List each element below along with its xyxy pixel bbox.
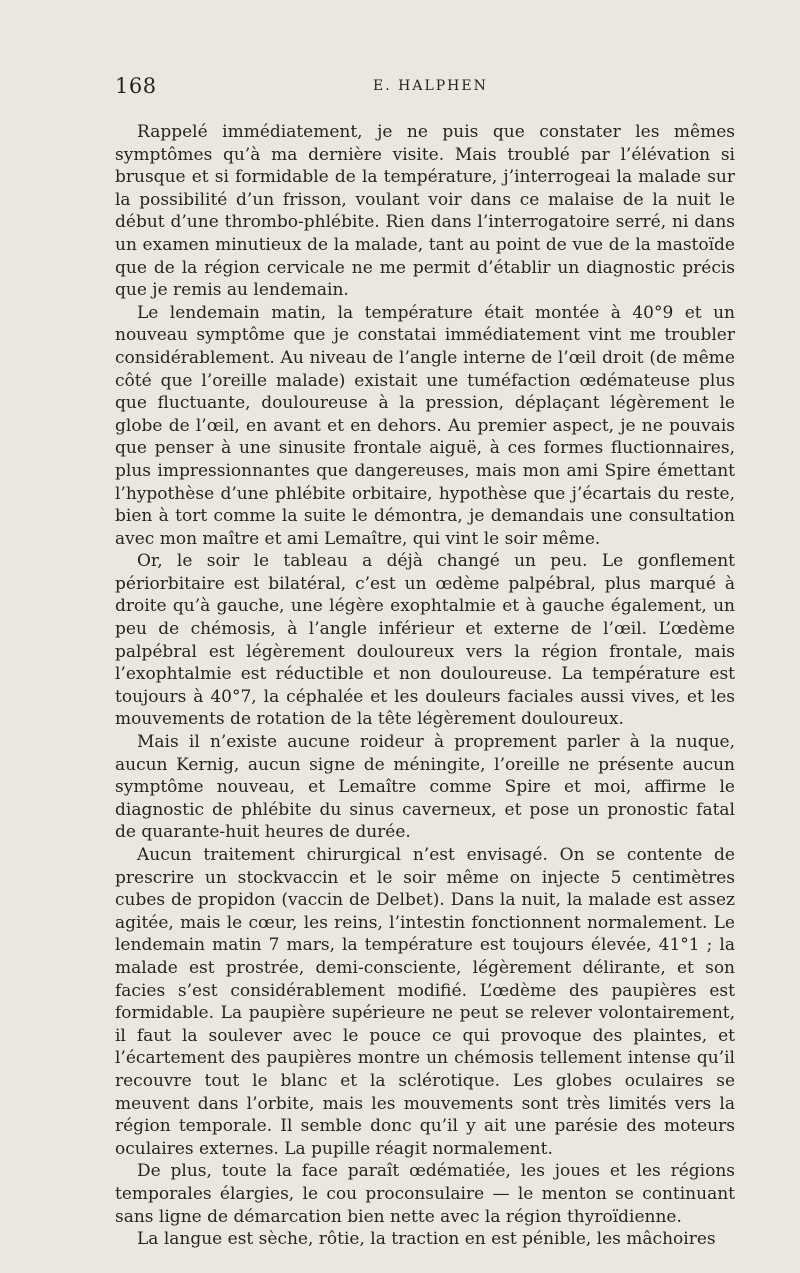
paragraph: Or, le soir le tableau a déjà changé un peu. Le gonflement périorbitaire est bilatéral, c’est un œdème palpébral, plus marqué à droite qu’à gauche, une légère exophtalmie et à gauche également, un peu de chémosis, à l’angle inférieur et externe de l’œil. L’œdème palpébral est légèrement douloureux vers la région frontale, mais l’exophtalmie est réductible et non douloureuse. La température est toujours à 40°7, la céphalée et les douleurs faciales aussi vives, et les mouvements de rotation de la tête légèrement douloureux. [115, 551, 735, 730]
page-number: 168 [115, 74, 157, 98]
paragraph: Mais il n’existe aucune roideur à proprement parler à la nuque, aucun Kernig, aucun signe de méningite, l’oreille ne présente aucun symptôme nouveau, et Lemaître comme Spire et moi, affirme le diagnostic de phlébite du sinus caverneux, et pose un pronostic fatal de quarante-huit heures de durée. [115, 732, 735, 843]
paragraph: Aucun traitement chirurgical n’est envisagé. On se contente de prescrire un stockvaccin et le soir même on injecte 5 centimètres cubes de propidon (vaccin de Delbet). Dans la nuit, la malade est assez agitée, mais le cœur, les reins, l’intestin fonctionnent normalement. Le lendemain matin 7 mars, la température est toujours élevée, 41°1 ; la malade est prostrée, demi-consciente, légèrement délirante, et son facies s’est considérablement modifié. L’œdème des paupières est formidable. La paupière supérieure ne peut se relever volontairement, il faut la soulever avec le pouce ce qui provoque des plaintes, et l’écartement des paupières montre un chémosis tellement intense qu’il recouvre tout le blanc et la sclérotique. Les globes oculaires se meuvent dans l’orbite, mais les mouvements sont très limités vers la région temporale. Il semble donc qu’il y ait une parésie des moteurs oculaires externes. La pupille réagit normalement. [115, 845, 735, 1159]
paragraph: Le lendemain matin, la température était montée à 40°9 et un nouveau symptôme que je constatai immédiatement vint me troubler considérablement. Au niveau de l’angle interne de l’œil droit (de même côté que l’oreille malade) existait une tuméfaction œdémateuse plus que fluctuante, douloureuse à la pression, déplaçant légèrement le globe de l’œil, en avant et en dehors. Au premier aspect, je ne pouvais que penser à une sinusite frontale aiguë, à ces formes fluctionnaires, plus impressionnantes que dangereuses, mais mon ami Spire émettant l’hypothèse d’une phlébite orbitaire, hypothèse que j’écartais du reste, bien à tort comme la suite le démontra, je demandais une consultation avec mon maître et ami Lemaître, qui vint le soir même. [115, 302, 735, 549]
page-header [115, 74, 735, 106]
paragraph: Rappelé immédiatement, je ne puis que constater les mêmes symptômes qu’à ma dernière visite. Mais troublé par l’élévation si brusque et si formidable de la température, j’interrogeai la malade sur la possibilité d’un frisson, voulant voir dans ce malaise de la nuit le début d’une thrombo-phlébite. Rien dans l’interrogatoire serré, ni dans un examen minutieux de la malade, tant au point de vue de la mastoïde que de la région cervicale ne me permit d’établir un diagnostic précis que je remis au lendemain. [115, 122, 735, 301]
paragraph: De plus, toute la face paraît œdématiée, les joues et les régions temporales élargies, le cou proconsulaire — le menton se continuant sans ligne de démarcation bien nette avec la région thyroïdienne. [115, 1161, 735, 1227]
body-text [115, 121, 735, 1251]
paragraph: La langue est sèche, rôtie, la traction en est pénible, les mâchoires [137, 1229, 716, 1250]
running-head: E. HALPHEN [373, 78, 488, 94]
